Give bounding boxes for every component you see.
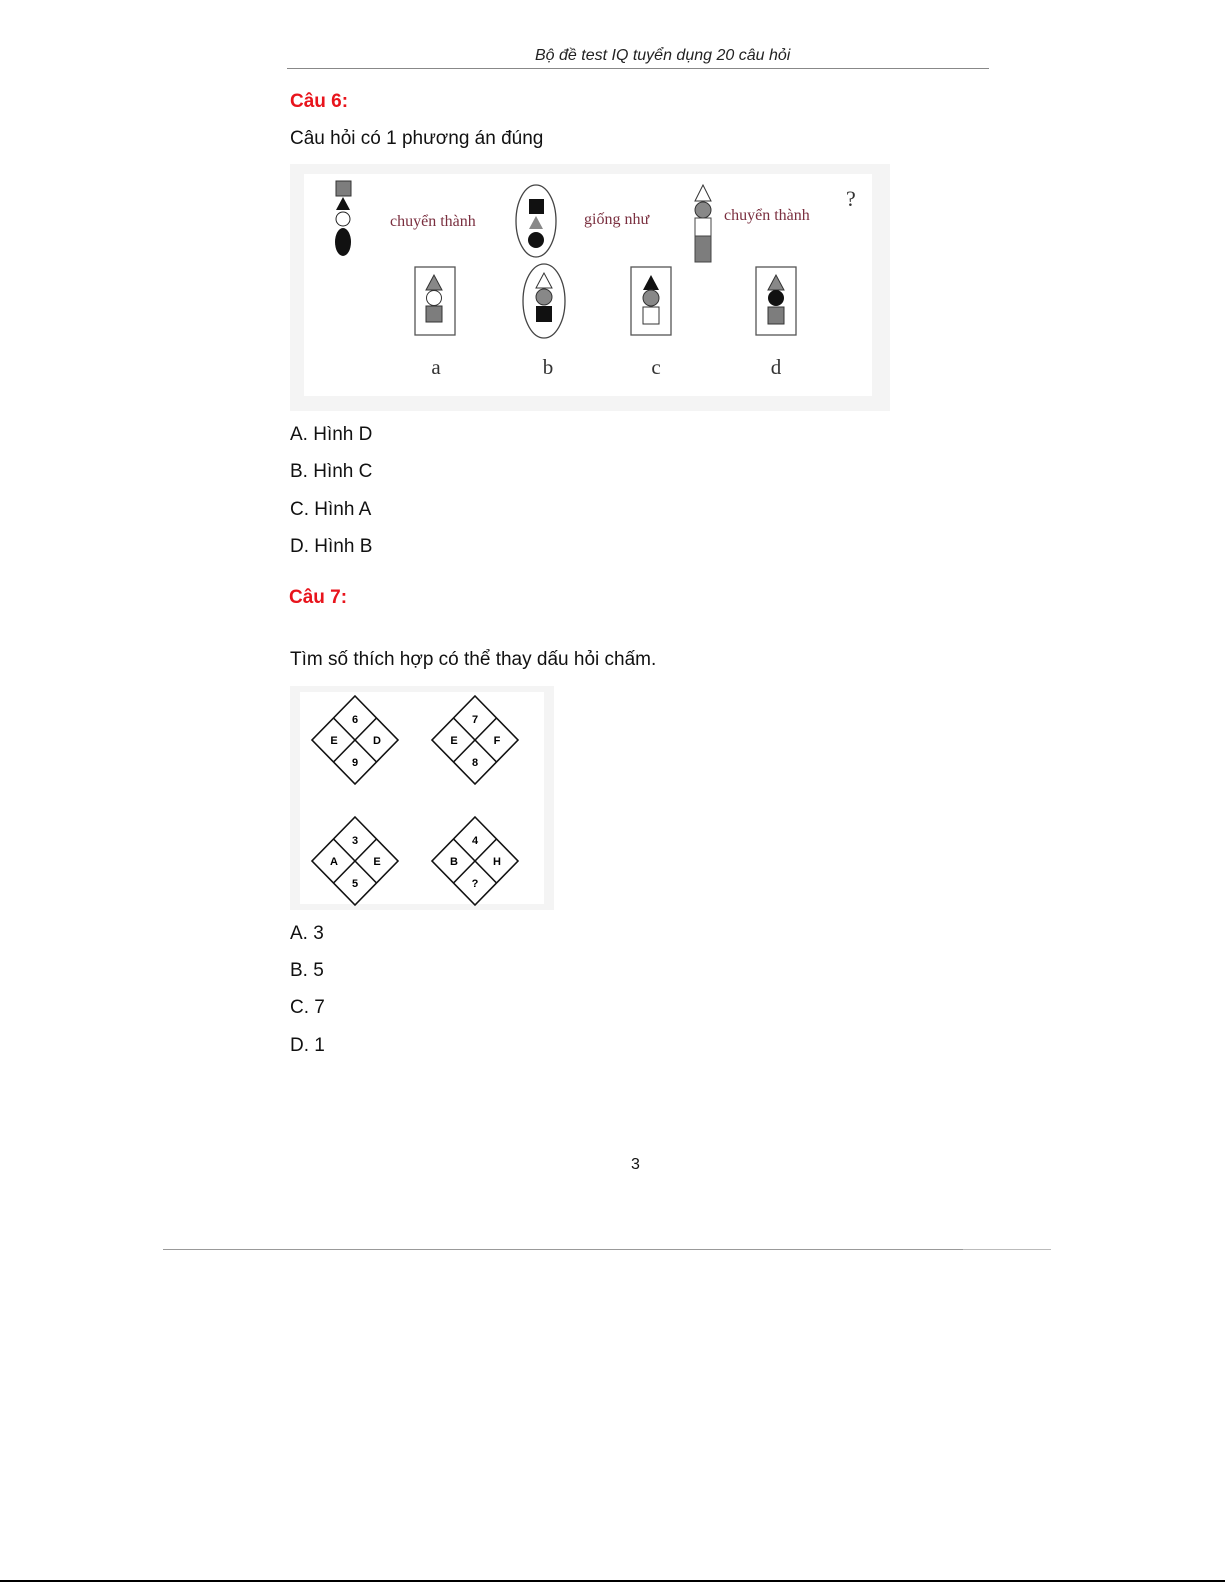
q7-option-a[interactable]: A. 3 bbox=[290, 923, 324, 944]
option-c-figure bbox=[631, 267, 671, 335]
transform-text-2: chuyển thành bbox=[724, 207, 810, 224]
q6-title: Câu 6: bbox=[290, 91, 349, 112]
d4-left: B bbox=[450, 856, 458, 868]
d1-right: D bbox=[373, 735, 381, 747]
header-divider bbox=[287, 68, 989, 69]
option-b-figure bbox=[523, 264, 565, 338]
seq3-figure bbox=[695, 185, 711, 262]
q7-option-d[interactable]: D. 1 bbox=[290, 1035, 325, 1056]
q6-prompt: Câu hỏi có 1 phương án đúng bbox=[290, 128, 544, 149]
label-d: d bbox=[770, 355, 782, 379]
label-a: a bbox=[431, 355, 441, 379]
d3-left: A bbox=[330, 856, 338, 868]
q6-option-c[interactable]: C. Hình A bbox=[290, 499, 372, 520]
footer-divider-faint bbox=[963, 1249, 1051, 1250]
d1-top: 6 bbox=[351, 714, 359, 726]
d2-right: F bbox=[493, 735, 501, 747]
d2-left: E bbox=[450, 735, 458, 747]
header-title: Bộ đề test IQ tuyển dụng 20 câu hỏi bbox=[535, 47, 791, 64]
d2-top: 7 bbox=[471, 714, 479, 726]
d2-bottom: 8 bbox=[471, 757, 479, 769]
d1-left: E bbox=[330, 735, 338, 747]
q7-option-c[interactable]: C. 7 bbox=[290, 997, 325, 1018]
d4-top: 4 bbox=[471, 835, 479, 847]
question-mark: ? bbox=[846, 186, 856, 211]
q7-option-b[interactable]: B. 5 bbox=[290, 960, 324, 981]
d1-bottom: 9 bbox=[351, 757, 359, 769]
seq1-figure bbox=[335, 181, 351, 256]
transform-text-1: chuyển thành bbox=[390, 213, 476, 230]
label-b: b bbox=[542, 355, 554, 379]
q6-option-b[interactable]: B. Hình C bbox=[290, 461, 373, 482]
d3-bottom: 5 bbox=[351, 878, 359, 890]
footer-divider bbox=[163, 1249, 963, 1250]
d3-top: 3 bbox=[351, 835, 359, 847]
like-text: giống như bbox=[584, 211, 650, 228]
seq2-figure bbox=[516, 185, 556, 257]
d3-right: E bbox=[373, 856, 381, 868]
q7-title: Câu 7: bbox=[289, 587, 348, 608]
q6-option-a[interactable]: A. Hình D bbox=[290, 424, 373, 445]
label-c: c bbox=[651, 355, 661, 379]
q6-option-d[interactable]: D. Hình B bbox=[290, 536, 373, 557]
q7-prompt: Tìm số thích hợp có thể thay dấu hỏi chấm. bbox=[290, 649, 657, 670]
page-number: 3 bbox=[631, 1156, 640, 1173]
d4-bottom: ? bbox=[471, 878, 479, 890]
option-d-figure bbox=[756, 267, 796, 335]
q6-figure bbox=[290, 164, 890, 411]
q7-figure bbox=[290, 686, 554, 910]
page-bottom-border bbox=[0, 1580, 1225, 1582]
d4-right: H bbox=[493, 856, 501, 868]
option-a-figure bbox=[415, 267, 455, 335]
